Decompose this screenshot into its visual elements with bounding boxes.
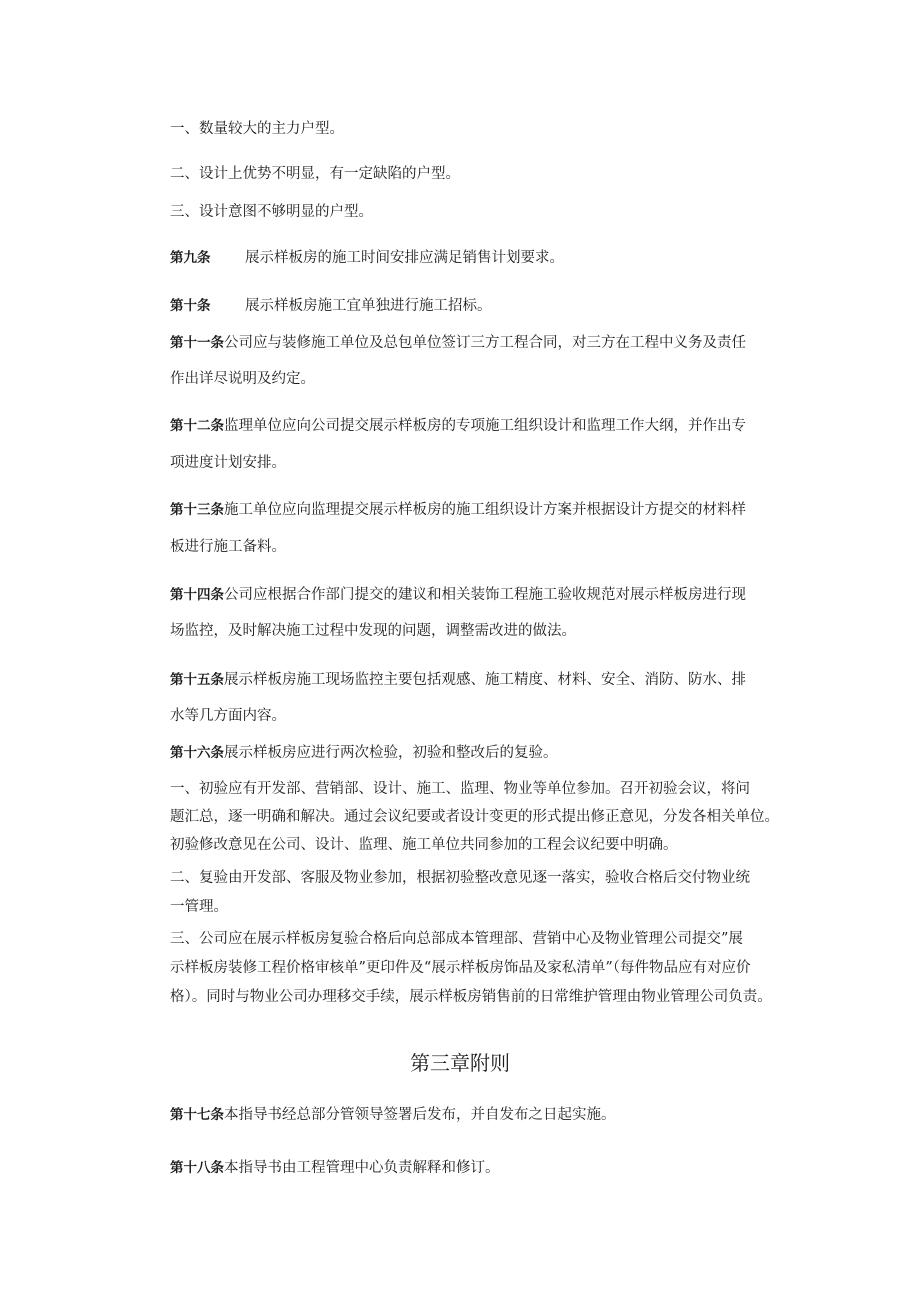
article-12-line-1 [170, 417, 746, 435]
article-12-line-2: 项进度计划安排。 [170, 455, 286, 471]
article-15-label: 第十五条 [170, 672, 224, 688]
article-13-text-1: 施工单位应向监理提交展示样板房的施工组织设计方案并根据设计方提交的材料样 [224, 502, 746, 518]
article-10-text: 展示样板房施工宜单独进行施工招标。 [245, 298, 492, 314]
article-12-text-1: 监理单位应向公司提交展示样板房的专项施工组织设计和监理工作大纲，并作出专 [224, 418, 746, 434]
sub16-p2-line-2: 一管理。 [170, 899, 228, 915]
article-13-line-1 [170, 501, 746, 519]
article-11-label: 第十一条 [170, 335, 224, 351]
sub16-p1-line-3: 初验修改意见在公司、设计、监理、施工单位共同参加的工程会议纪要中明确。 [170, 837, 678, 853]
article-18-text: 本指导书由工程管理中心负责解释和修订。 [224, 1160, 500, 1176]
chapter-title: 第三章附则 [410, 1051, 510, 1075]
article-14-label: 第十四条 [170, 587, 224, 603]
sub16-p1-line-2: 题汇总，逐一明确和解决。通过会议纪要或者设计变更的形式提出修正意见，分发各相关单位。 [170, 809, 779, 825]
article-18-label: 第十八条 [170, 1160, 224, 1176]
list-item-2: 二、设计上优势不明显，有一定缺陷的户型。 [170, 166, 460, 182]
list-item-1: 一、数量较大的主力户型。 [170, 121, 344, 137]
article-17 [170, 1106, 616, 1124]
article-17-text: 本指导书经总部分管领导签署后发布，并自发布之日起实施。 [224, 1107, 616, 1123]
article-13-line-2: 板进行施工备料。 [170, 539, 286, 555]
sub16-p3-line-1: 三、公司应在展示样板房复验合格后向总部成本管理部、营销中心及物业管理公司提交”展 [170, 931, 743, 947]
article-16-text: 展示样板房应进行两次检验，初验和整改后的复验。 [224, 745, 558, 761]
article-16 [170, 744, 558, 762]
article-15-text-1: 展示样板房施工现场监控主要包括观感、施工精度、材料、安全、消防、防水、排 [224, 672, 746, 688]
sub16-p3-line-3: 格）。同时与物业公司办理移交手续，展示样板房销售前的日常维护管理由物业管理公司负责。 [170, 989, 772, 1005]
article-9-label: 第九条 [170, 250, 211, 266]
list-item-3: 三、设计意图不够明显的户型。 [170, 204, 373, 220]
article-18 [170, 1159, 500, 1177]
article-12-label: 第十二条 [170, 418, 224, 434]
sub16-p1-line-1: 一、初验应有开发部、营销部、设计、施工、监理、物业等单位参加。召开初验会议，将问 [170, 781, 750, 797]
article-11-line-2: 作出详尽说明及约定。 [170, 371, 315, 387]
article-10 [170, 297, 492, 315]
article-10-label: 第十条 [170, 298, 211, 314]
article-17-label: 第十七条 [170, 1107, 224, 1123]
article-11-text-1: 公司应与装修施工单位及总包单位签订三方工程合同，对三方在工程中义务及责任 [224, 335, 746, 351]
sub16-p3-line-2: 示样板房装修工程价格审核单”更印件及“展示样板房饰品及家私清单”（每件物品应有对应价 [170, 960, 751, 976]
article-15-line-2: 水等几方面内容。 [170, 708, 286, 724]
article-16-label: 第十六条 [170, 745, 224, 761]
article-9-text: 展示样板房的施工时间安排应满足销售计划要求。 [245, 250, 564, 266]
article-14-text-1: 公司应根据合作部门提交的建议和相关装饰工程施工验收规范对展示样板房进行现 [224, 587, 746, 603]
article-15-line-1 [170, 671, 746, 689]
article-11-line-1 [170, 334, 746, 352]
article-13-label: 第十三条 [170, 502, 224, 518]
sub16-p2-line-1: 二、复验由开发部、客服及物业参加，根据初验整改意见逐一落实，验收合格后交付物业统 [170, 870, 750, 886]
article-14-line-1 [170, 586, 746, 604]
article-9 [170, 249, 564, 267]
article-14-line-2: 场监控，及时解决施工过程中发现的问题，调整需改进的做法。 [170, 623, 576, 639]
